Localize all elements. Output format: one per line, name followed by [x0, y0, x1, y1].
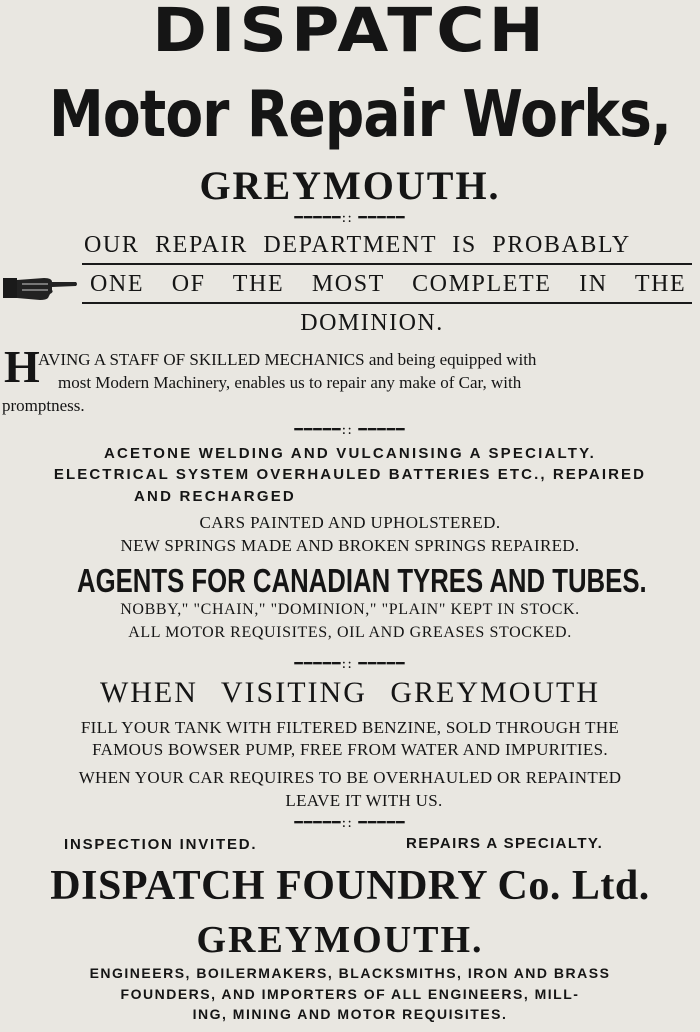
pointing-hand-icon — [2, 272, 78, 304]
company-line-2: FOUNDERS, AND IMPORTERS OF ALL ENGINEERS, MILL- — [120, 986, 580, 1002]
service-welding: ACETONE WELDING AND VULCANISING A SPECIALTY. — [103, 445, 597, 462]
divider-1: ━━━━━:: ━━━━━ — [294, 210, 406, 226]
staff-line-1: AVING A STAFF OF SKILLED MECHANICS and being equipped with — [38, 350, 537, 369]
company-town: GREYMOUTH. — [196, 919, 484, 961]
rule-top — [82, 263, 692, 265]
header-town: GREYMOUTH. — [199, 163, 501, 208]
visiting-line-3: WHEN YOUR CAR REQUIRES TO BE OVERHAULED OR REPAINTED — [78, 768, 622, 787]
intro-line-3: DOMINION. — [300, 310, 444, 336]
header-subtitle: Motor Repair Works, — [49, 78, 672, 152]
rule-bottom — [82, 302, 692, 304]
service-painted: CARS PAINTED AND UPHOLSTERED. — [199, 513, 501, 532]
agents-heading: AGENTS FOR CANADIAN TYRES AND TUBES. — [77, 562, 647, 599]
agents-requisites: ALL MOTOR REQUISITES, OIL AND GREASES STOCKED. — [128, 624, 572, 641]
visiting-line-4: LEAVE IT WITH US. — [285, 791, 443, 810]
agents-brands: NOBBY," "CHAIN," "DOMINION," "PLAIN" KEPT IN STOCK. — [120, 601, 580, 618]
divider-4: ━━━━━:: ━━━━━ — [294, 815, 406, 831]
service-recharged: AND RECHARGED — [134, 488, 296, 505]
staff-line-2: most Modern Machinery, enables us to repair any make of Car, with — [58, 373, 522, 392]
repairs-specialty: REPAIRS A SPECIALTY. — [406, 835, 604, 852]
company-name: DISPATCH FOUNDRY Co. Ltd. — [50, 863, 650, 909]
divider-2: ━━━━━:: ━━━━━ — [294, 422, 406, 438]
company-line-1: ENGINEERS, BOILERMAKERS, BLACKSMITHS, IRON AND BRASS — [89, 965, 611, 981]
visiting-line-1: FILL YOUR TANK WITH FILTERED BENZINE, SOLD THROUGH THE — [80, 718, 620, 737]
staff-line-3: promptness. — [2, 396, 85, 415]
header-name: DISPATCH — [152, 0, 548, 66]
company-line-3: ING, MINING AND MOTOR REQUISITES. — [192, 1006, 508, 1022]
divider-3: ━━━━━:: ━━━━━ — [294, 656, 406, 672]
visiting-heading: WHEN VISITING GREYMOUTH — [99, 676, 601, 709]
intro-line-2: ONE OF THE MOST COMPLETE IN THE — [90, 271, 687, 297]
visiting-line-2: FAMOUS BOWSER PUMP, FREE FROM WATER AND IMPURITIES. — [92, 740, 608, 759]
service-springs: NEW SPRINGS MADE AND BROKEN SPRINGS REPAIRED. — [120, 536, 580, 555]
intro-line-1: OUR REPAIR DEPARTMENT IS PROBABLY — [84, 232, 631, 258]
dropcap: H — [4, 341, 40, 392]
inspection-invited: INSPECTION INVITED. — [64, 836, 258, 853]
service-electrical: ELECTRICAL SYSTEM OVERHAULED BATTERIES ETC., REPAIRED — [53, 466, 647, 483]
